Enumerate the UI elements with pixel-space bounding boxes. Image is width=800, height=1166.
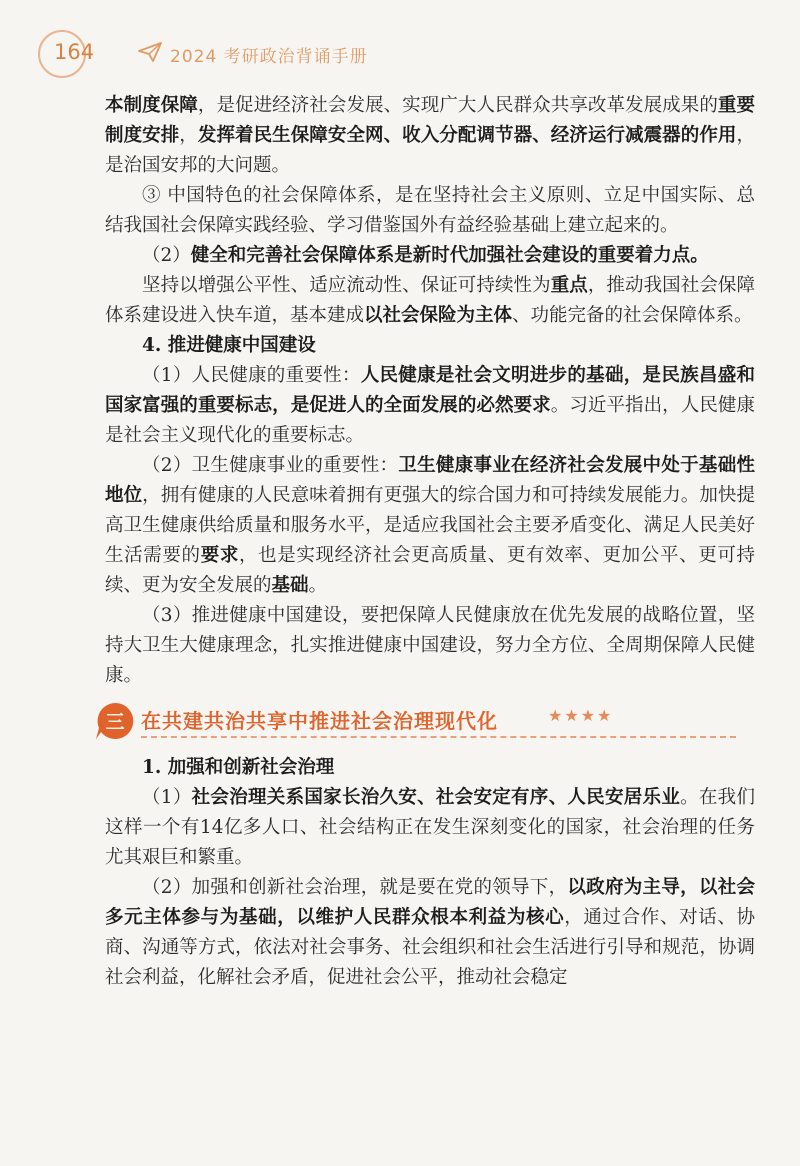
paragraph-promote-healthy-china: （3）推进健康中国建设，要把保障人民健康放在优先发展的战略位置，坚持大卫生大健康理念，扎实推进健康中国建设，努力全方位、全周期保障人民健康。	[105, 605, 755, 686]
bold-phrase: 基础	[271, 575, 309, 596]
text-run: （1）	[142, 787, 192, 808]
importance-stars: ★★★★	[548, 706, 614, 725]
paragraph-health-importance	[105, 361, 755, 451]
text-run: 。在我们这样一个有14亿多人口、社会结构正在发生深刻变化的国家，社会治理的任务尤其艰巨和繁重。	[105, 787, 755, 868]
bold-phrase: 要求	[200, 545, 239, 566]
text-run: （2）加强和创新社会治理，就是要在党的领导下，	[142, 877, 568, 898]
paragraph-health-undertaking	[105, 451, 755, 601]
text-run: （2）卫生健康事业的重要性：	[142, 455, 399, 476]
bold-phrase: 重点	[550, 275, 588, 296]
text-run: ，也是实现经济社会更高质量、更有效率、更加公平、更可持续、更为安全发展的	[105, 545, 755, 596]
bold-phrase: 卫生健康事业在经济社会发展中处于基础性地位	[105, 455, 755, 506]
page-number: 164	[54, 40, 95, 64]
paper-plane-icon	[138, 42, 162, 62]
page-header	[38, 28, 758, 78]
bold-phrase: 以政府为主导，以社会多元主体参与为基础，以维护人民群众根本利益为核心	[105, 877, 755, 928]
text-run: 。	[308, 575, 328, 596]
text-run: ，是治国安邦的大问题。	[105, 125, 755, 176]
paragraph-fairness-focus	[105, 271, 755, 331]
text-run: 、功能完备的社会保障体系。	[512, 305, 753, 326]
book-title: 2024 考研政治背诵手册	[170, 47, 368, 67]
section-divider	[141, 736, 736, 738]
bold-phrase: 以社会保险为主体	[364, 305, 513, 326]
text-run: （2）	[142, 245, 191, 266]
text-run: ，拥有健康的人民意味着拥有更强大的综合国力和可持续发展能力。加快提高卫生健康供给质量和服务水平，是适应我国社会主要矛盾变化、满足人民美好生活需要的	[105, 485, 755, 566]
bold-phrase: 发挥着民生保障安全网、收入分配调节器、经济运行减震器的作用	[197, 125, 737, 146]
text-run: （1）人民健康的重要性：	[142, 365, 361, 386]
bold-phrase: 本制度保障	[105, 95, 198, 116]
section-number-badge-icon	[95, 701, 135, 741]
bold-phrase: 重要制度安排	[105, 95, 755, 146]
bold-phrase: 社会治理关系国家长治久安、社会安定有序、人民安居乐业	[191, 787, 681, 808]
section-title: 在共建共治共享中推进社会治理现代化	[141, 709, 498, 733]
text-run: ，推动我国社会保障体系建设进入快车道，基本建成	[105, 275, 755, 326]
text-run: ，是促进经济社会发展、实现广大人民群众共享改革发展成果的	[197, 95, 718, 116]
text-run: ，通过合作、对话、协商、沟通等方式，依法对社会事务、社会组织和社会生活进行引导和规范，协调社会利益，化解社会矛盾，促进社会公平，推动社会稳定	[105, 907, 755, 988]
paragraph-governance-innovation	[105, 873, 755, 993]
text-run: ，	[179, 125, 198, 146]
text-run: 。习近平指出，人民健康是社会主义现代化的重要标志。	[105, 395, 755, 446]
paragraph-key-focus	[105, 241, 755, 271]
paragraph-social-security-role	[105, 91, 755, 181]
heading-healthy-china: 4. 推进健康中国建设	[142, 335, 316, 356]
bold-phrase: 人民健康是社会文明进步的基础，是民族昌盛和国家富强的重要标志，是促进人的全面发展的必然要求	[105, 365, 755, 416]
section-banner	[95, 698, 755, 744]
page-body	[105, 91, 755, 993]
section-number: 三	[105, 711, 125, 733]
bold-phrase: 健全和完善社会保障体系是新时代加强社会建设的重要着力点。	[190, 245, 709, 266]
heading-social-governance: 1. 加强和创新社会治理	[142, 757, 335, 778]
paragraph-governance-importance	[105, 783, 755, 873]
paragraph-chinese-social-security-system: ③ 中国特色的社会保障体系，是在坚持社会主义原则、立足中国实际、总结我国社会保障实践经验、学习借鉴国外有益经验基础上建立起来的。	[105, 185, 755, 236]
text-run: 坚持以增强公平性、适应流动性、保证可持续性为	[142, 275, 551, 296]
